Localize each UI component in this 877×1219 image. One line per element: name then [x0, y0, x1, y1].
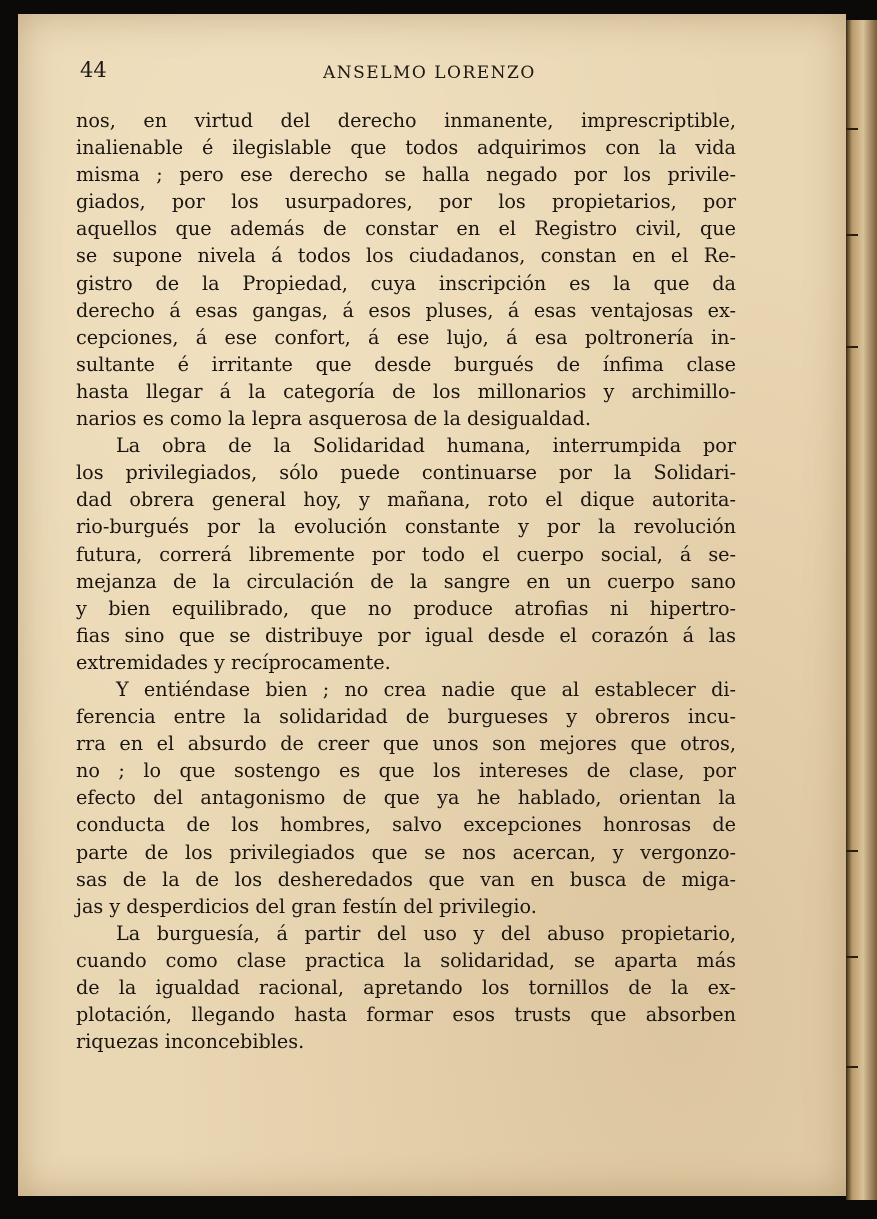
text-line: parte de los privilegiados que se nos acercan, y vergonzo-	[76, 840, 736, 864]
running-title: ANSELMO LORENZO	[323, 63, 536, 83]
paragraph-end-line: narios es como la lepra asquerosa de la desigualdad.	[76, 407, 591, 431]
paragraph-end-line: riquezas inconcebibles.	[76, 1030, 305, 1054]
text-line: misma ; pero ese derecho se halla negado por los privile-	[76, 163, 736, 187]
paragraph-end-line: extremidades y recíprocamente.	[76, 650, 391, 674]
text-line: sas de la de los desheredados que van en busca de miga-	[76, 867, 736, 891]
text-line: aquellos que además de constar en el Registro civil, que	[76, 217, 736, 241]
spine-mark	[846, 234, 858, 236]
page-number: 44	[80, 58, 107, 82]
spine-mark	[846, 850, 858, 852]
paragraph-end-line: jas y desperdicios del gran festín del privilegio.	[76, 894, 537, 918]
text-line: conducta de los hombres, salvo excepciones honrosas de	[76, 813, 736, 837]
text-line: futura, correrá libremente por todo el cuerpo social, á se-	[76, 542, 736, 566]
paragraph-first-line: La burguesía, á partir del uso y del abuso propietario,	[116, 921, 736, 945]
text-line: giados, por los usurpadores, por los propietarios, por	[76, 190, 736, 214]
text-line: cepciones, á ese confort, á ese lujo, á esa poltronería in-	[76, 325, 736, 349]
text-line: gistro de la Propiedad, cuya inscripción es la que da	[76, 271, 736, 295]
text-line: rra en el absurdo de creer que unos son mejores que otros,	[76, 732, 736, 756]
text-line: mejanza de la circulación de la sangre en un cuerpo sano	[76, 569, 736, 593]
text-line: cuando como clase practica la solidaridad, se aparta más	[76, 948, 736, 972]
text-line: dad obrera general hoy, y mañana, roto el dique autorita-	[76, 488, 736, 512]
spine-mark	[846, 128, 858, 130]
paragraph-first-line: Y entiéndase bien ; no crea nadie que al establecer di-	[116, 677, 736, 701]
book-spine-edge	[846, 20, 877, 1200]
spine-mark	[846, 956, 858, 958]
text-line: fias sino que se distribuye por igual desde el corazón á las	[76, 623, 736, 647]
text-line: efecto del antagonismo de que ya he hablado, orientan la	[76, 786, 736, 810]
text-line: inalienable é ilegislable que todos adquirimos con la vida	[76, 136, 736, 160]
text-line: los privilegiados, sólo puede continuarse por la Solidari-	[76, 461, 736, 485]
paragraph-first-line: La obra de la Solidaridad humana, interrumpida por	[116, 434, 736, 458]
text-line: y bien equilibrado, que no produce atrofias ni hipertro-	[76, 596, 736, 620]
text-line: se supone nivela á todos los ciudadanos, constan en el Re-	[76, 244, 736, 268]
text-line: ferencia entre la solidaridad de burgueses y obreros incu-	[76, 705, 736, 729]
text-line: sultante é irritante que desde burgués de ínfima clase	[76, 352, 736, 376]
text-line: rio-burgués por la evolución constante y por la revolución	[76, 515, 736, 539]
spine-mark	[846, 346, 858, 348]
text-line: hasta llegar á la categoría de los millonarios y archimillo-	[76, 379, 736, 403]
body-text	[76, 107, 736, 1055]
running-head	[80, 58, 740, 88]
spine-mark	[846, 1066, 858, 1068]
text-line: no ; lo que sostengo es que los intereses de clase, por	[76, 759, 736, 783]
text-line: derecho á esas gangas, á esos pluses, á esas ventajosas ex-	[76, 298, 736, 322]
text-line: de la igualdad racional, apretando los tornillos de la ex-	[76, 976, 736, 999]
text-line: plotación, llegando hasta formar esos trusts que absorben	[76, 1003, 736, 1027]
text-line: nos, en virtud del derecho inmanente, imprescriptible,	[76, 109, 736, 132]
